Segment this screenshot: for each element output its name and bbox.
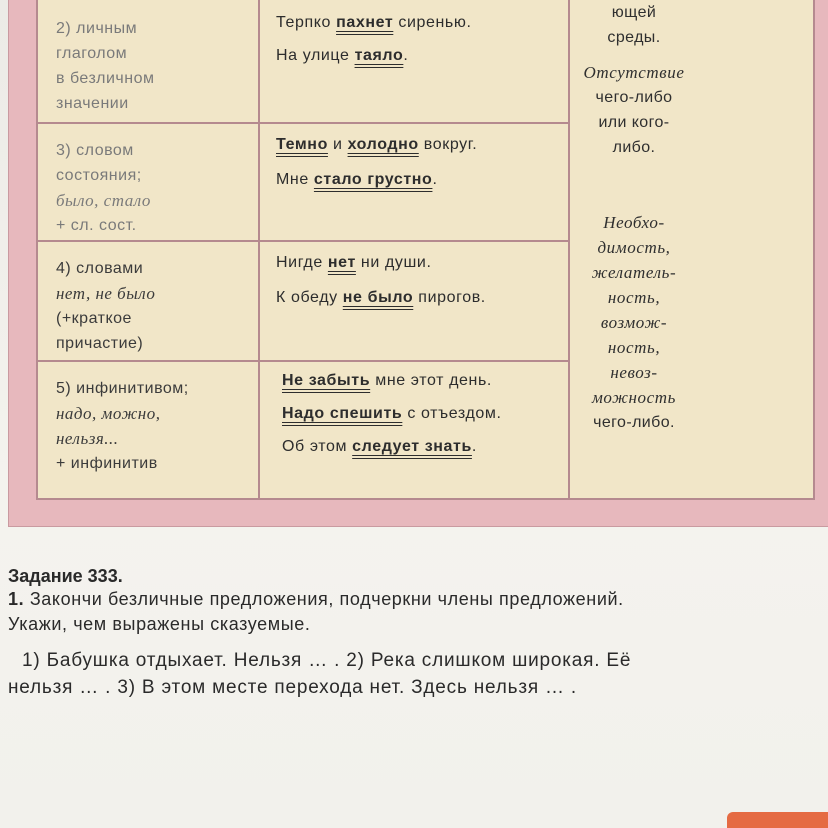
- task-333: [8, 566, 808, 701]
- table-row-4-examples: Нигде нет ни души. К обеду не было пирогов.: [276, 254, 486, 306]
- row-divider: [38, 122, 568, 124]
- row-divider: [38, 240, 568, 242]
- table-row-2-type: 2) личным глаголом в безличном значении: [56, 20, 155, 112]
- table-row-3-examples: Темно и холодно вокруг. Мне стало грустно.: [276, 136, 478, 188]
- column-divider: [568, 0, 570, 498]
- task-title: Задание 333.: [8, 566, 123, 586]
- rule-table: [36, 0, 815, 500]
- column-divider: [258, 0, 260, 498]
- table-row-2-examples: Терпко пахнет сиренью. На улице таяло.: [276, 14, 472, 64]
- task-instruction-cont: Укажи, чем выражены сказуемые.: [8, 614, 311, 634]
- meaning-column: ющей среды. Отсутствие чего-либо или кого- либо. Необхо- димость, желатель- ность, возмож- ность, невоз- можность чего-либо.: [583, 4, 685, 431]
- table-row-5-type: 5) инфинитивом; надо, можно, нельзя... + инфинитив: [56, 380, 189, 472]
- table-row-3-type: 3) словом состояния; было, стало + сл. сост.: [56, 142, 151, 234]
- row-divider: [38, 360, 568, 362]
- table-row-4-type: 4) словами нет, не было (+краткое причастие): [56, 260, 156, 352]
- task-instruction: 1. Закончи безличные предложения, подчеркни члены предложений.: [8, 589, 624, 609]
- orange-bookmark: [727, 812, 828, 828]
- table-row-5-examples: Не забыть мне этот день. Надо спешить с отъездом. Об этом следует знать.: [282, 372, 502, 455]
- task-exercise: 1) Бабушка отдыхает. Нельзя … . 2) Река слишком широкая. Её нельзя … . 3) В этом месте перехода нет. Здесь нельзя … .: [8, 650, 632, 698]
